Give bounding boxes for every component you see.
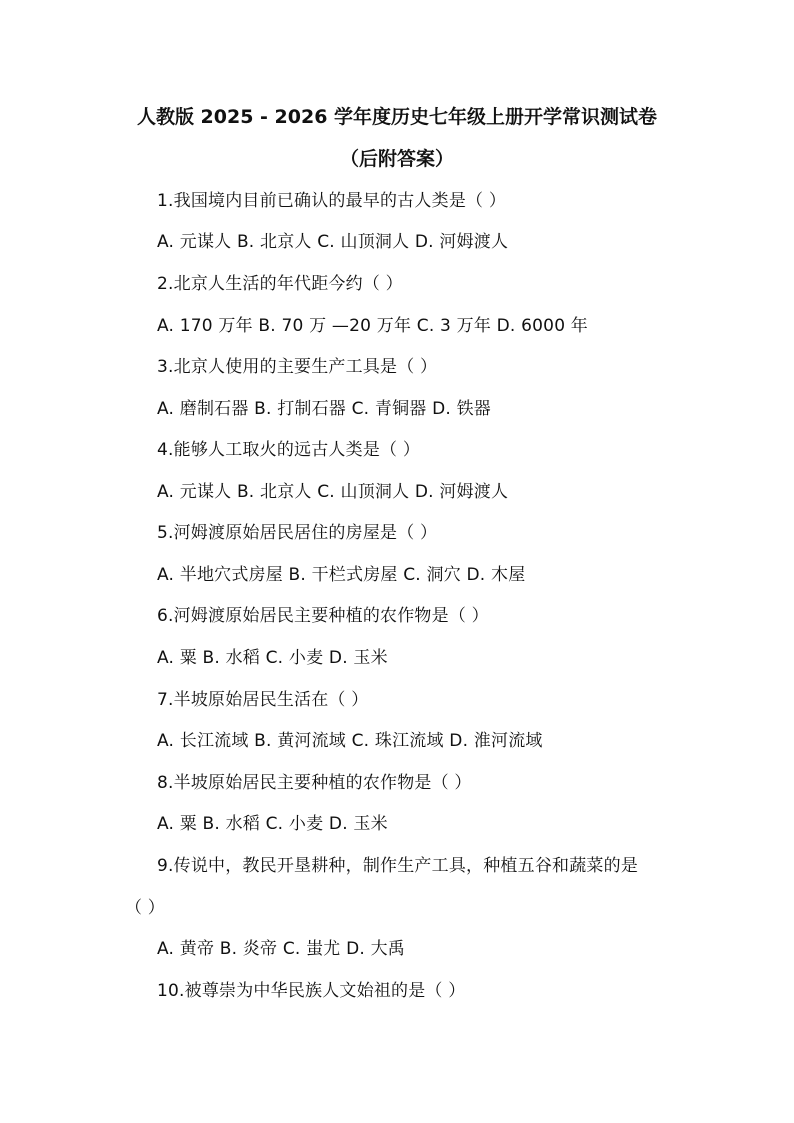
question-1: 1.我国境内目前已确认的最早的古人类是（ ） [157,191,507,211]
question-8: 8.半坡原始居民主要种植的农作物是（ ） [157,773,472,793]
question-7-options: A. 长江流域 B. 黄河流域 C. 珠江流域 D. 淮河流域 [157,731,543,751]
question-9-options: A. 黄帝 B. 炎帝 C. 蚩尤 D. 大禹 [157,939,405,959]
question-4: 4.能够人工取火的远古人类是（ ） [157,440,421,460]
question-6: 6.河姆渡原始居民主要种植的农作物是（ ） [157,606,489,626]
question-9-continuation: （ ） [125,898,166,918]
question-3-options: A. 磨制石器 B. 打制石器 C. 青铜器 D. 铁器 [157,399,491,419]
question-10: 10.被尊崇为中华民族人文始祖的是（ ） [157,981,466,1001]
question-8-options: A. 粟 B. 水稻 C. 小麦 D. 玉米 [157,814,388,834]
question-4-options: A. 元谋人 B. 北京人 C. 山顶洞人 D. 河姆渡人 [157,482,509,502]
question-9: 9.传说中，教民开垦耕种，制作生产工具，种植五谷和蔬菜的是 [157,856,639,876]
question-1-options: A. 元谋人 B. 北京人 C. 山顶洞人 D. 河姆渡人 [157,232,509,252]
document-title: 人教版 2025 - 2026 学年度历史七年级上册开学常识测试卷 [136,106,658,128]
question-5: 5.河姆渡原始居民居住的房屋是（ ） [157,523,438,543]
question-6-options: A. 粟 B. 水稻 C. 小麦 D. 玉米 [157,648,388,668]
document-subtitle: （后附答案） [339,148,454,170]
question-2: 2.北京人生活的年代距今约（ ） [157,274,403,294]
question-2-options: A. 170 万年 B. 70 万 —20 万年 C. 3 万年 D. 6000 年 [157,316,589,336]
question-3: 3.北京人使用的主要生产工具是（ ） [157,357,438,377]
question-7: 7.半坡原始居民生活在（ ） [157,690,369,710]
question-5-options: A. 半地穴式房屋 B. 干栏式房屋 C. 洞穴 D. 木屋 [157,565,526,585]
